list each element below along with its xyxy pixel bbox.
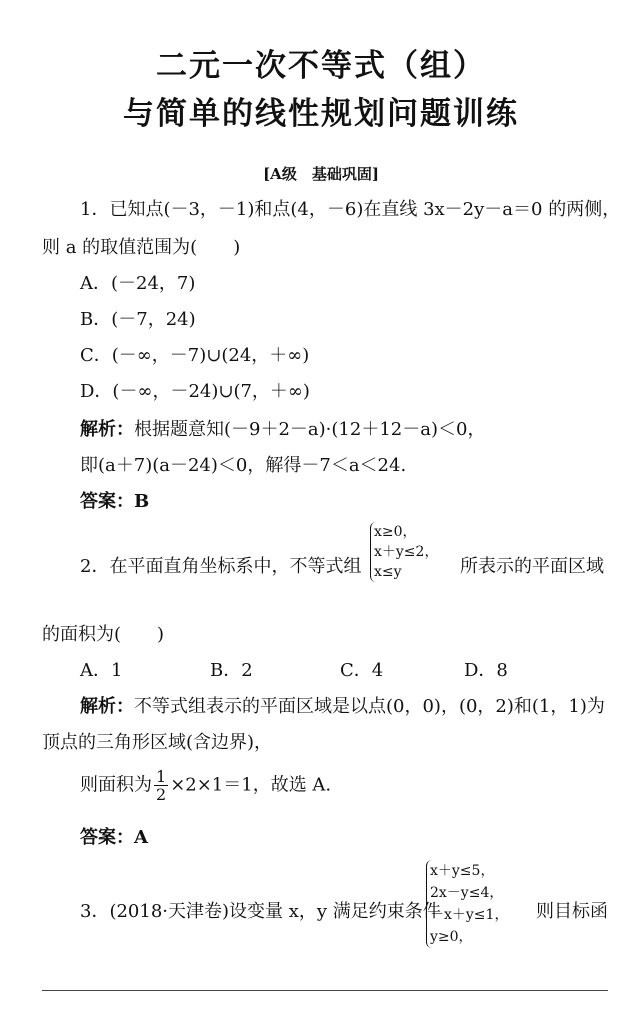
q2-answer: A <box>134 827 148 848</box>
q2-stem-after: 所表示的平面区域 <box>460 556 604 577</box>
q1-analysis-line-2: 即(a＋7)(a－24)＜0，解得－7＜a＜24. <box>80 455 407 476</box>
q2-analysis-line-1 <box>80 695 605 719</box>
q3-system-row-2: 2x－y≤4， <box>430 885 504 901</box>
q2-stem-before: 2．在平面直角坐标系中，不等式组 <box>80 556 362 577</box>
q3-stem-after: 则目标函 <box>536 901 608 922</box>
q1-answer-label: 答案： <box>80 491 134 512</box>
q2-answer-line <box>80 826 148 850</box>
q3-stem-before: 3．(2018·天津卷)设变量 x，y 满足约束条件 <box>80 901 441 922</box>
title-line-2: 与简单的线性规划问题训练 <box>123 96 519 132</box>
q2-area-prefix: 则面积为 <box>80 774 152 796</box>
q1-analysis-label: 解析： <box>80 419 134 440</box>
page-bottom-rule <box>42 990 608 991</box>
fraction-numerator: 1 <box>156 767 167 786</box>
q1-option-a: A．(－24，7) <box>80 273 196 294</box>
q2-system-row-2: x＋y≤2， <box>374 544 439 560</box>
q2-analysis-label: 解析： <box>80 696 134 717</box>
q1-option-b: B．(－7，24) <box>80 309 196 330</box>
q3-constraint-system <box>426 860 508 948</box>
one-half-fraction <box>154 768 168 803</box>
q2-system-row-3: x≤y <box>374 564 402 580</box>
q2-area-line <box>80 768 331 803</box>
q1-option-c: C．(－∞，－7)∪(24，＋∞) <box>80 345 310 366</box>
q1-option-d: D．(－∞，－24)∪(7，＋∞) <box>80 381 310 402</box>
q1-analysis-text-1: 根据题意知(－9＋2－a)·(12＋12－a)＜0， <box>134 419 486 440</box>
q1-stem-line-1: 1．已知点(－3，－1)和点(4，－6)在直线 3x－2y－a＝0 的两侧， <box>80 199 621 220</box>
q1-answer-line <box>80 490 149 514</box>
q1-analysis-line-1 <box>80 418 485 442</box>
q3-system-row-3: －x＋y≤1， <box>430 907 509 923</box>
q2-option-b: B．2 <box>210 660 253 681</box>
q2-analysis-text-1: 不等式组表示的平面区域是以点(0，0)，(0，2)和(1，1)为 <box>134 696 605 717</box>
title-line-1: 二元一次不等式（组） <box>156 48 486 84</box>
q2-option-d: D．8 <box>464 660 508 681</box>
q2-inequality-system <box>370 522 438 582</box>
q3-system-row-4: y≥0， <box>430 929 473 945</box>
q1-answer: B <box>134 491 150 512</box>
q2-answer-label: 答案： <box>80 827 134 848</box>
fraction-denominator: 2 <box>156 785 167 804</box>
q2-option-a: A．1 <box>80 660 123 681</box>
q2-system-row-1: x≥0， <box>374 524 417 540</box>
q1-stem-line-2: 则 a 的取值范围为( ) <box>42 237 241 258</box>
q2-option-c: C．4 <box>340 660 384 681</box>
q2-analysis-line-2: 顶点的三角形区域(含边界)， <box>42 732 273 753</box>
level-label: [A级 基础巩固] <box>263 165 379 183</box>
q2-stem-line-2: 的面积为( ) <box>42 624 165 645</box>
q3-system-row-1: x＋y≤5， <box>430 863 495 879</box>
q2-area-suffix: ×2×1＝1，故选 A. <box>170 774 332 796</box>
